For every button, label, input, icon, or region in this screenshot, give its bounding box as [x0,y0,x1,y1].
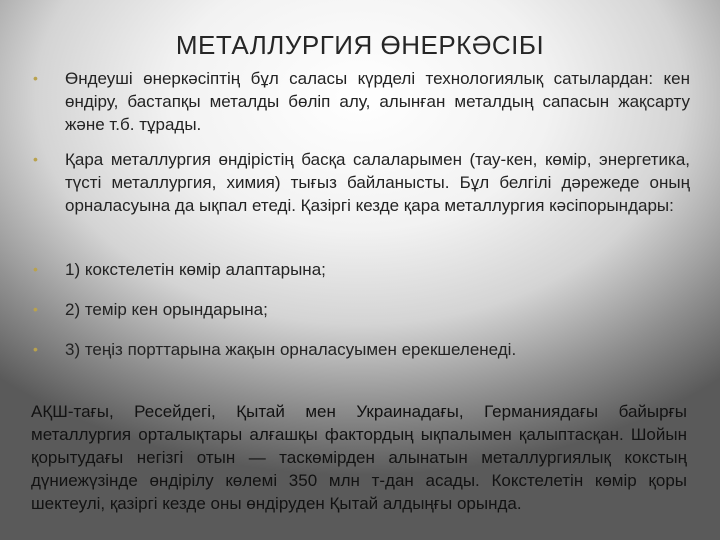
body-paragraph: АҚШ-тағы, Ресейдегі, Қытай мен Украинадағы, Германиядағы байырғы металлургия орталықтары алғашқы фактордың ықпалымен қалыптасқан. Шойын қорытудағы негізгі отын — таскөмірден алынатын металлургиялық кокстың дүниежүзінде өндірілу көлемі 350 млн т-дан асады. Кокстелетін көмір қоры шектеулі, қазіргі кезде оны өндіруден Қытай алдыңғы орында. [31,402,687,513]
bullet-text: 2) темір кен орындарына; [65,300,268,319]
bullet-text: Қара металлургия өндірістің басқа салаларымен (тау-кен, көмір, энергетика, түсті металлургия, химия) тығыз байланысты. Бұл белгілі дәрежеде оның орналасуына да ықпал етеді. Қазіргі кезде қара металлургия кәсіпорындары: [65,150,690,215]
bullet-item [30,67,690,136]
bullet-marker: • [33,70,38,86]
bullet-marker: • [33,301,38,317]
bullet-list [30,67,690,361]
bullet-item [30,298,690,321]
bullet-marker: • [33,151,38,167]
bullet-text: 1) кокстелетін көмір алаптарына; [65,260,326,279]
bullet-marker: • [33,261,38,277]
slide-title: МЕТАЛЛУРГИЯ ӨНЕРКӘСІБІ [175,30,545,60]
bullet-item [30,338,690,361]
bullet-marker: • [33,341,38,357]
bullet-text: Өндеуші өнеркәсіптің бұл саласы күрделі технологиялық сатылардан: кен өндіру, бастапқы металды бөліп алу, алынған металдың сапасын жақсарту және т.б. тұрады. [65,69,690,134]
bullet-item [30,258,690,281]
bullet-item [30,148,690,217]
bullet-text: 3) теңіз порттарына жақын орналасуымен ерекшеленеді. [65,340,517,359]
